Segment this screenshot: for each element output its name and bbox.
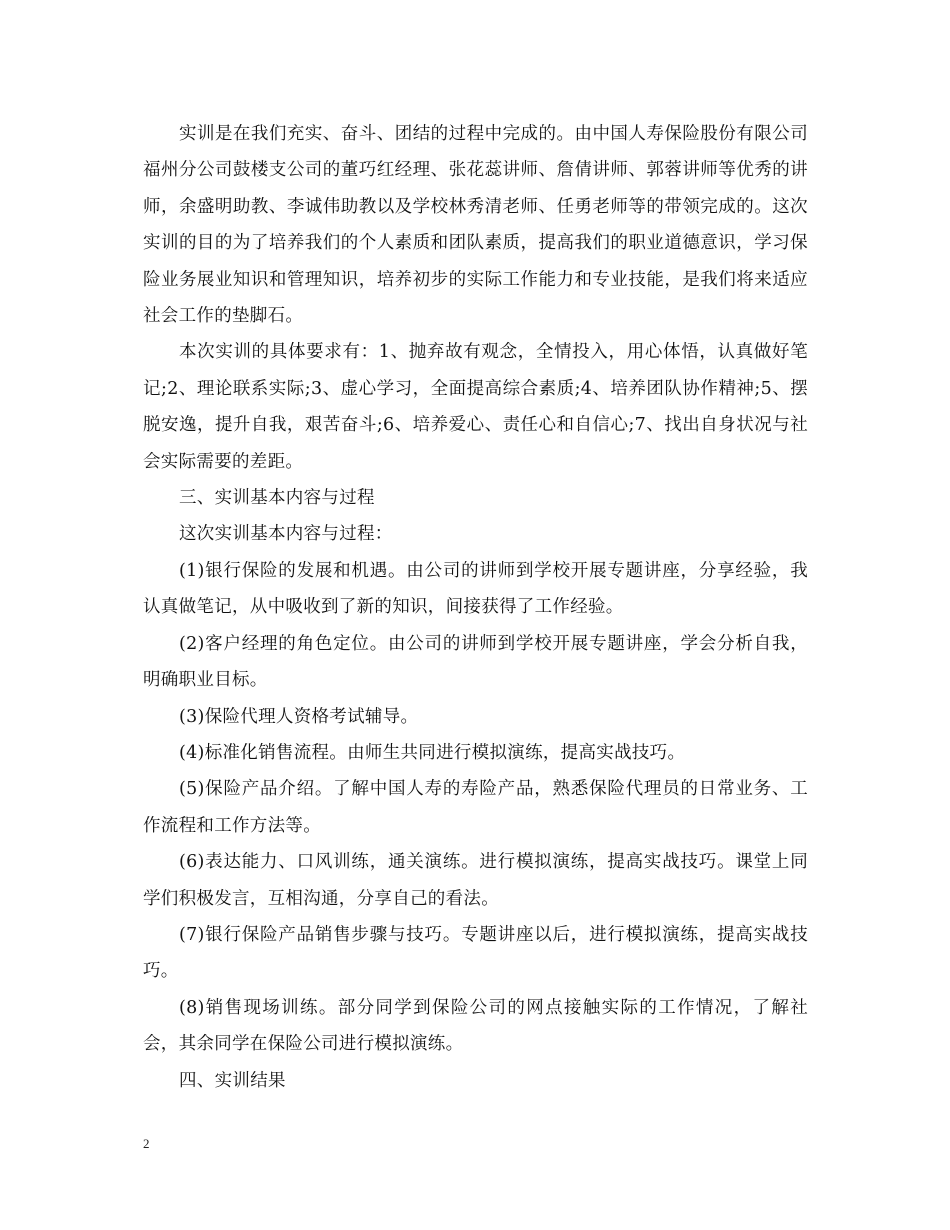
list-item-3: (3)保险代理人资格考试辅导。 — [179, 706, 419, 727]
list-item-2: (2)客户经理的角色定位。由公司的讲师到学校开展专题讲座，学会分析自我，明确职业目标。 — [143, 633, 808, 691]
list-item-7: (7)银行保险产品销售步骤与技巧。专题讲座以后，进行模拟演练，提高实战技巧。 — [143, 924, 808, 982]
page-number: 2 — [143, 1136, 150, 1151]
list-item-4: (4)标准化销售流程。由师生共同进行模拟演练，提高实战技巧。 — [179, 742, 686, 763]
section-heading-4: 四、实训结果 — [179, 1070, 286, 1091]
paragraph-intro: 实训是在我们充实、奋斗、团结的过程中完成的。由中国人寿保险股份有限公司福州分公司鼓楼支公司的董巧红经理、张花蕊讲师、詹倩讲师、郭蓉讲师等优秀的讲师，余盛明助教、李诚伟助教以及学校林秀清老师、任勇老师等的带领完成的。这次实训的目的为了培养我们的个人素质和团队素质，提高我们的职业道德意识，学习保险业务展业知识和管理知识，培养初步的实际工作能力和专业技能，是我们将来适应社会工作的垫脚石。 — [143, 124, 808, 327]
paragraph-requirements: 本次实训的具体要求有：1、抛弃故有观念，全情投入，用心体悟，认真做好笔记;2、理论联系实际;3、虚心学习，全面提高综合素质;4、培养团队协作精神;5、摆脱安逸，提升自我，艰苦奋斗;6、培养爱心、责任心和自信心;7、找出自身状况与社会实际需要的差距。 — [143, 342, 808, 472]
document-body — [143, 116, 808, 1099]
paragraph-content-intro: 这次实训基本内容与过程： — [179, 524, 393, 545]
list-item-5: (5)保险产品介绍。了解中国人寿的寿险产品，熟悉保险代理员的日常业务、工作流程和工作方法等。 — [143, 779, 808, 836]
list-item-6: (6)表达能力、口风训练，通关演练。进行模拟演练，提高实战技巧。课堂上同学们积极发言，互相沟通，分享自己的看法。 — [143, 852, 808, 909]
list-item-8: (8)销售现场训练。部分同学到保险公司的网点接触实际的工作情况，了解社会，其余同学在保险公司进行模拟演练。 — [143, 997, 808, 1055]
section-heading-3: 三、实训基本内容与过程 — [179, 488, 375, 509]
list-item-1: (1)银行保险的发展和机遇。由公司的讲师到学校开展专题讲座，分享经验，我认真做笔记，从中吸收到了新的知识，间接获得了工作经验。 — [143, 560, 808, 618]
